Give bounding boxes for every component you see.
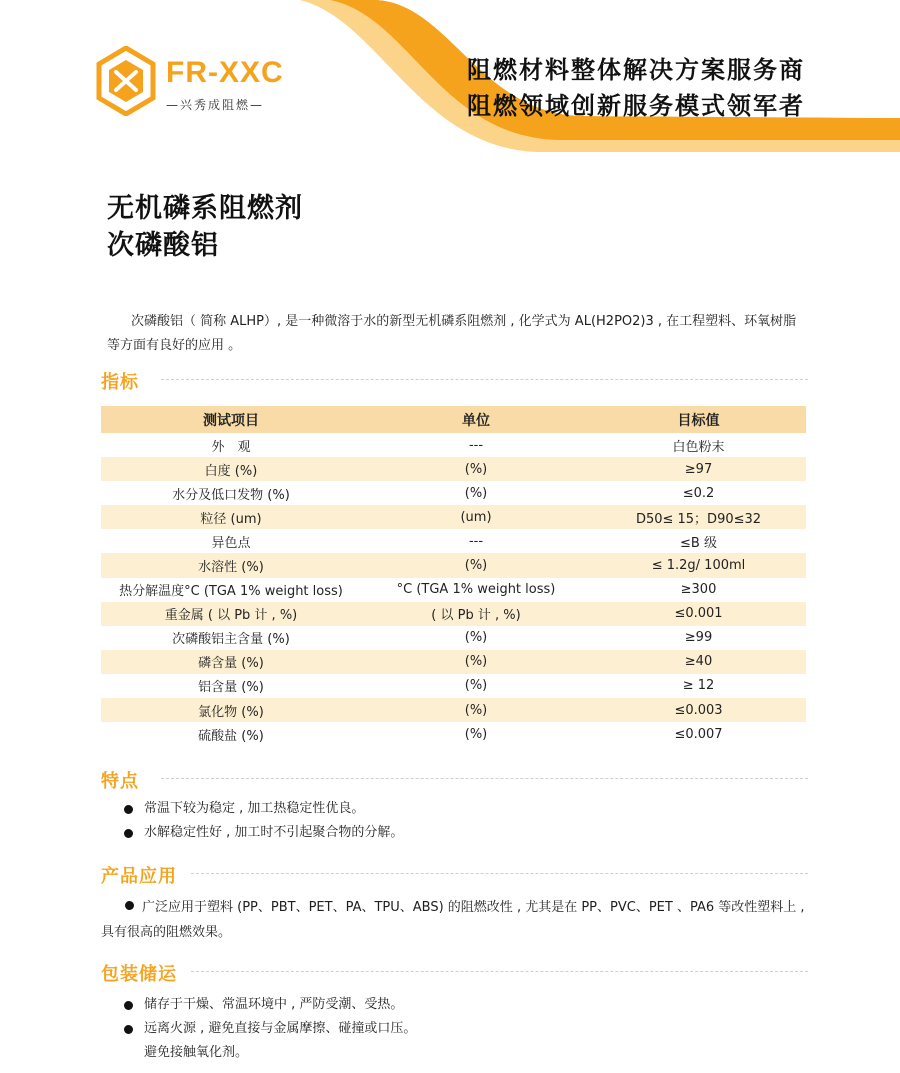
cell-target: ≥99 xyxy=(684,630,713,646)
bullet-icon xyxy=(124,805,133,814)
list-item xyxy=(122,821,403,845)
list-item-text: 水解稳定性好 , 加工时不引起聚合物的分解。 xyxy=(144,825,404,840)
cell-item: 次磷酸铝主含量 (%) xyxy=(172,632,290,648)
cell-item: 氯化物 (%) xyxy=(101,698,361,722)
cell-unit: (%) xyxy=(464,726,488,742)
table-row xyxy=(101,602,806,626)
table-row xyxy=(101,433,806,457)
dashed-divider xyxy=(191,873,808,874)
column-header-item: 测试项目 xyxy=(101,406,361,433)
cell-target: ≥40 xyxy=(591,650,806,674)
cell-target: 白色粉末 xyxy=(672,439,725,455)
application-text: 广泛应用于塑料 (PP、PBT、PET、PA、TPU、ABS) 的阻燃改性 , 尤其是在 PP、PVC、PET 、PA6 等改性塑料上 , 具有很高的阻燃效果。 xyxy=(101,900,805,940)
table-row xyxy=(101,481,806,505)
list-item xyxy=(122,797,403,821)
cell-target: ≥300 xyxy=(680,582,717,598)
cell-item: 重金属 ( 以 Pb 计 , %) xyxy=(101,602,361,626)
dashed-divider xyxy=(161,778,808,779)
section-label: 产品应用 xyxy=(101,866,177,887)
cell-unit: °C (TGA 1% weight loss) xyxy=(396,582,556,598)
section-heading-storage xyxy=(101,960,808,984)
brand-slogan: —兴秀成阻燃— xyxy=(166,98,265,112)
section-heading-spec xyxy=(101,368,808,392)
table-row xyxy=(101,626,806,650)
list-item-text: 储存于干燥、常温环境中 , 严防受潮、受热。 xyxy=(144,997,404,1012)
product-name: 次磷酸铝 xyxy=(107,230,219,261)
cell-unit: (%) xyxy=(361,553,591,577)
column-header-unit: 单位 xyxy=(361,406,591,433)
product-category: 无机磷系阻燃剂 xyxy=(107,193,303,224)
dashed-divider xyxy=(191,971,808,972)
cell-item: 粒径 (um) xyxy=(101,505,361,529)
cell-item: 硫酸盐 (%) xyxy=(198,728,264,744)
table-row xyxy=(101,457,806,481)
table-row xyxy=(101,553,806,577)
cell-item: 外 观 xyxy=(211,439,251,455)
cell-unit: --- xyxy=(468,437,484,453)
intro-paragraph: 次磷酸铝（ 简称 ALHP）, 是一种微溶于水的新型无机磷系阻燃剂 , 化学式为 AL(H2PO2)3 , 在工程塑料、环氧树脂等方面有良好的应用 。 xyxy=(107,314,797,353)
product-title xyxy=(107,190,303,264)
cell-unit: --- xyxy=(468,533,484,549)
cell-unit: (%) xyxy=(464,485,488,501)
table-row xyxy=(101,698,806,722)
table-header-row xyxy=(101,406,806,433)
table-row xyxy=(101,578,806,602)
section-label: 指标 xyxy=(101,372,139,393)
dashed-divider xyxy=(161,379,808,380)
cell-unit: (%) xyxy=(361,457,591,481)
section-heading-application xyxy=(101,862,808,886)
bullet-icon xyxy=(124,1001,133,1010)
cell-target: ≤0.001 xyxy=(591,602,806,626)
tagline-2: 阻燃领域创新服务模式领军者 xyxy=(467,92,805,120)
section-heading-features xyxy=(101,767,808,791)
cell-unit: (%) xyxy=(361,650,591,674)
bullet-icon xyxy=(125,901,134,910)
cell-target: ≥97 xyxy=(591,457,806,481)
cell-target: ≤B 级 xyxy=(680,535,717,551)
cell-target: ≤0.007 xyxy=(674,726,723,742)
cell-unit: (um) xyxy=(361,505,591,529)
cell-unit: ( 以 Pb 计 , %) xyxy=(361,602,591,626)
cell-target: ≤ 1.2g/ 100ml xyxy=(591,553,806,577)
tagline-1: 阻燃材料整体解决方案服务商 xyxy=(467,56,805,84)
brand-logo xyxy=(96,44,296,124)
list-item-text: 常温下较为稳定 , 加工热稳定性优良。 xyxy=(144,801,365,816)
cell-target: ≥ 12 xyxy=(682,678,715,694)
table-row xyxy=(101,674,806,698)
column-header-target: 目标值 xyxy=(591,406,806,433)
cell-item: 铝含量 (%) xyxy=(198,680,264,696)
cell-item: 白度 (%) xyxy=(101,457,361,481)
application-paragraph xyxy=(101,895,808,945)
cell-unit: (%) xyxy=(464,678,488,694)
table-row xyxy=(101,722,806,746)
cell-item: 水分及低口发物 (%) xyxy=(172,487,290,503)
cell-item: 磷含量 (%) xyxy=(101,650,361,674)
table-row xyxy=(101,650,806,674)
list-item xyxy=(122,1017,416,1041)
cell-unit: (%) xyxy=(464,630,488,646)
list-item-text: 远离火源 , 避免直接与金属摩擦、碰撞或口压。 xyxy=(144,1021,417,1036)
table-row xyxy=(101,529,806,553)
cell-target: ≤0.003 xyxy=(591,698,806,722)
list-item xyxy=(122,993,416,1017)
bullet-icon xyxy=(124,829,133,838)
list-item xyxy=(122,1041,416,1065)
list-item-text: 避免接触氧化剂。 xyxy=(144,1045,249,1060)
cell-item: 异色点 xyxy=(211,535,251,551)
section-label: 包装储运 xyxy=(101,964,177,985)
cell-target: ≤0.2 xyxy=(682,485,715,501)
section-label: 特点 xyxy=(101,771,139,792)
hexagon-xxc-logo-icon xyxy=(96,46,156,116)
table-row xyxy=(101,505,806,529)
cell-item: 热分解温度°C (TGA 1% weight loss) xyxy=(119,584,343,600)
bullet-icon xyxy=(124,1025,133,1034)
storage-list xyxy=(122,993,416,1065)
spec-table xyxy=(101,406,806,746)
cell-unit: (%) xyxy=(361,698,591,722)
brand-name: FR-XXC xyxy=(166,56,284,89)
cell-item: 水溶性 (%) xyxy=(101,553,361,577)
cell-target: D50≤ 15；D90≤32 xyxy=(591,505,806,529)
features-list xyxy=(122,797,403,845)
